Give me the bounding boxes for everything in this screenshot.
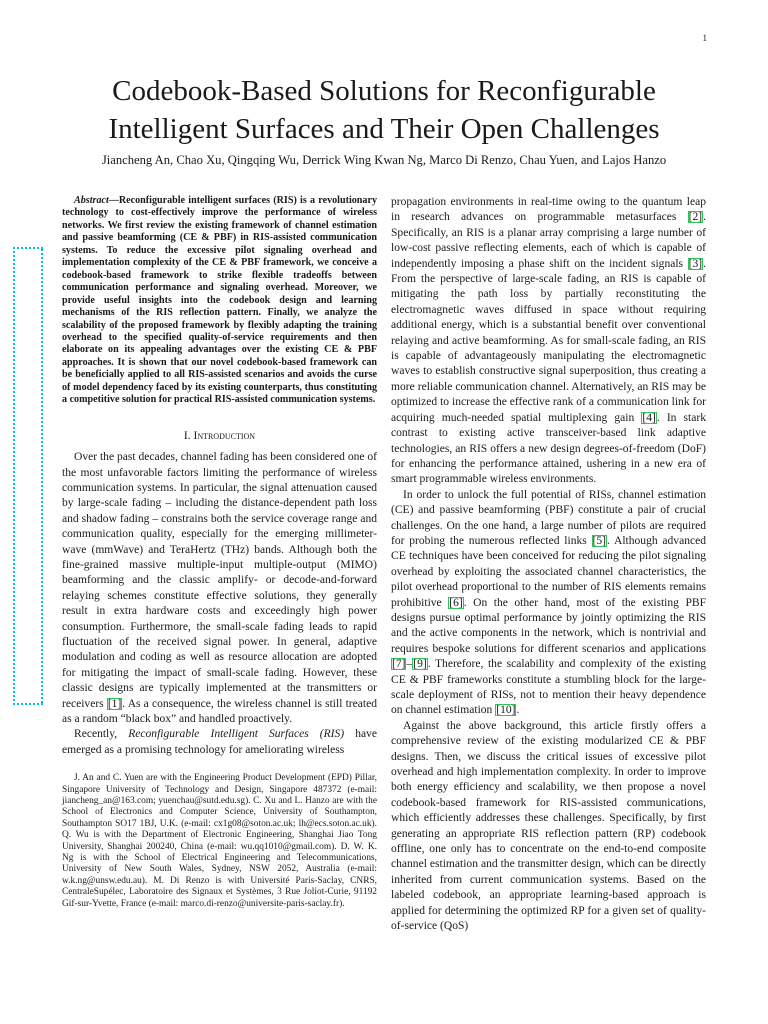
citation-link[interactable]: [5] (592, 534, 606, 547)
body-text: . (516, 704, 520, 717)
page-number: 1 (702, 33, 707, 43)
section-title: Introduction (193, 429, 256, 442)
body-text: . Although advanced CE techniques have been conceived for reducing the pilot signaling overhead by exploiting the associated channel characteristics, the pilot overhead proportional to the number of RIS elements remains prohibitive (391, 534, 706, 609)
intro-text: Recently, (74, 728, 129, 741)
right-column (391, 195, 706, 935)
citation-link[interactable]: [10] (496, 704, 516, 717)
body-text: propagation environments in real-time owing to the quantum leap in research advances on programmable metasurfaces (391, 196, 706, 224)
right-paragraph-2 (391, 488, 706, 719)
intro-paragraph-2 (62, 727, 377, 758)
intro-paragraph-1 (62, 450, 377, 727)
intro-text: . As a consequence, the wireless channel is still treated as a random “black box” and handled proactively. (62, 697, 377, 726)
abstract (62, 195, 377, 407)
body-text: . In stark contrast to existing active transceiver-based link adaptive technologies, an RIS offers a new design degrees-of-freedom (DoF) for enhancing the performance attained, ushering in a new era of smart programmable wireless environments. (391, 411, 706, 486)
right-paragraph-1 (391, 195, 706, 488)
right-paragraph-3: Against the above background, this article firstly offers a comprehensive review of the existing modularized CE & PBF designs. Then, we discuss the critical issues of excessive pilot overhead and high implementation complexity. In order to improve both energy efficiency and scalability, we then propose a novel codebook-based framework for RIS-assisted communications, which efficiently addresses these challenges. Specifically, by first generating an appropriate RIS reflection pattern (RP) codebook offline, one only has to concentrate on the end-to-end composite channel estimation and the transmitter design, which can be directly inherited from current communication systems. Based on the labeled codebook, an appropriate learning-based approach is applied for determining the optimized RP for a given set of quality-of-service (QoS) (391, 719, 706, 933)
body-text: . Therefore, the scalability and complexity of the existing CE & PBF frameworks constitute a stumbling block for the large-scale deployment of RISs, not to mention their heavy dependence on channel estimation (391, 658, 706, 717)
citation-link[interactable]: [2] (688, 211, 703, 224)
body-text: In order to unlock the full potential of RISs, channel estimation (CE) and passive beamforming (PBF) constitute a pair of crucial challenges. On the one hand, a large number of pilots are required for probing the numerous reflected links (391, 488, 706, 547)
title-line-1: Codebook-Based Solutions for Reconfigurable (112, 75, 656, 107)
citation-link[interactable]: [4] (642, 411, 656, 424)
title-line-2: Intelligent Surfaces and Their Open Challenges (108, 113, 660, 145)
left-column (62, 195, 377, 910)
intro-text: have emerged as a promising technology for ameliorating wireless (62, 728, 377, 756)
citation-link[interactable]: [9] (413, 658, 427, 671)
citation-link[interactable]: [7] (392, 658, 406, 671)
abstract-text: —Reconfigurable intelligent surfaces (RIS) is a revolutionary technology to cost-effectively improve the performance of wireless networks. We first review the existing framework of channel estimation and passive beamforming (CE & PBF) in RIS-assisted communication systems. To reduce the excessive pilot signaling overhead and implementation complexity of the CE & PBF framework, we conceive a codebook-based framework to strike flexible tradeoffs between communication performance and signaling overhead. Moreover, we provide useful insights into the codebook design and learning mechanisms of the RIS reflection pattern. Finally, we analyze the scalability of the proposed framework by flexibly adapting the training overhead to the specified quality-of-service requirements and then elaborate on its appealing advantages over the existing CE & PBF approaches. It is shown that our novel codebook-based framework can be beneficially applied to all RIS-assisted scenarios and avoids the curse of model dependency faced by its existing counterparts, thus constituting a competitive solution for practical RIS-assisted communication systems. (62, 195, 377, 406)
footnote-link-box[interactable] (13, 247, 43, 705)
affiliation-footnote: J. An and C. Yuen are with the Engineering Product Development (EPD) Pillar, Singapore University of Technology and Design, Singapore 487372 (e-mail: jiancheng_an@163.com; yuenchau@sutd.edu.sg). C. Xu and L. Hanzo are with the School of Electronics and Computer Science, University of Southampton, Southampton SO17 1BJ, U.K. (e-mail: cx1g08@soton.ac.uk; lh@ecs.soton.ac.uk). Q. Wu is with the Department of Electronic Engineering, Shanghai Jiao Tong University, Shanghai 200240, China (e-mail: wu.qq1010@gmail.com). D. W. K. Ng is with the School of Electrical Engineering and Telecommunications, University of New South Wales, Sydney, NSW 2052, Australia (e-mail: w.k.ng@unsw.edu.au). M. Di Renzo is with Université Paris-Saclay, CNRS, CentraleSupélec, Laboratoire des Signaux et Systèmes, 3 Rue Joliot-Curie, 91192 Gif-sur-Yvette, France (e-mail: marco.di-renzo@universite-paris-saclay.fr). (62, 773, 377, 909)
body-text: . Specifically, an RIS is a planar array comprising a large number of low-cost passive reflecting elements, each of which is capable of independently imposing a phase shift on the incident signals (391, 211, 706, 270)
citation-link[interactable]: [1] (107, 697, 122, 710)
section-number: I. (183, 429, 191, 442)
citation-link[interactable]: [6] (449, 596, 463, 609)
body-text: . From the perspective of large-scale fading, an RIS is capable of mitigating the path loss by partially reconstituting the electromagnetic waves diffused in space without requiring additional energy, which is a substantial benefit over conventional relaying and active beamforming. As for small-scale fading, an RIS is capable of advantageously manipulating the electromagnetic waves to establish constructive signal superposition, thus creating a more reliable communication channel. Alternatively, an RIS may be optimized to increase the effective rank of a communication link for acquiring much-needed spatial multiplexing gain (391, 257, 706, 424)
ris-term: Reconfigurable Intelligent Surfaces (RIS) (128, 728, 345, 741)
body-text: – (406, 658, 413, 671)
footnote-link-box-bottom (13, 703, 43, 705)
abstract-label: Abstract (74, 195, 109, 206)
section-heading (62, 429, 377, 444)
paper-title (60, 72, 708, 148)
author-list: Jiancheng An, Chao Xu, Qingqing Wu, Derrick Wing Kwan Ng, Marco Di Renzo, Chau Yuen, and Lajos Hanzo (101, 153, 667, 167)
body-text: . On the other hand, most of the existing PBF designs pursue optimal performance by jointly optimizing the RIS and the active components in the network, which is nontrivial and requires bespoke solutions for different scenarios and applications (391, 596, 706, 655)
intro-text: Over the past decades, channel fading has been considered one of the most unfavorable factors limiting the performance of wireless communication systems. In particular, the signal attenuation caused by large-scale fading – including the distance-dependent path loss and shadow fading – constrains both the service coverage range and communication quality, especially for the emerging millimeter-wave (mmWave) and TeraHertz (THz) bands. Although both the fine-grained massive multiple-input multiple-output (MIMO) beamforming and the classic amplify- or decode-and-forward relaying schemes constitute effective solutions, they generally result in extra hardware costs and exceedingly high power consumption. Furthermore, the small-scale fading leads to rapid fluctuation of the received signal power. In general, adaptive modulation and coding as well as resource allocation are adopted for mitigating the impact of small-scale fading. However, these classic designs are typically implemented at the transmitters or receivers (62, 451, 377, 710)
citation-link[interactable]: [3] (688, 257, 703, 270)
